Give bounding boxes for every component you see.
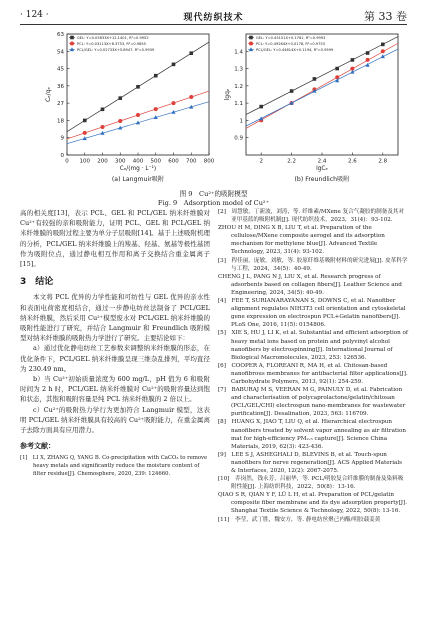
y-tick-label: 1.3	[234, 66, 243, 73]
reference-item: [1] LI X, ZHANG Q, YANG B. Co-precipitation with CaCO₃ to remove heavy metals and significantly reduce the moisture content of filter residue[J]. Chemosphere, 2020, 239: 124660.	[20, 455, 208, 478]
data-point-circle	[83, 131, 87, 135]
data-point-square	[381, 43, 385, 47]
header-rule	[20, 24, 407, 25]
data-point-circle	[366, 58, 370, 62]
paragraph-conclusion-a: a）通过优化静电纺丝工艺参数来调整纳米纤维膜的形态，在优化条件下，PCL/GEL 纳米纤维膜呈现三维杂乱排列，平均直径为 230.49 nm。	[20, 344, 210, 373]
x-tick-label: 0	[65, 158, 69, 165]
x-tick-label: 300	[115, 158, 126, 165]
x-axis-label: Cₑ/(mg · L⁻¹)	[119, 166, 157, 172]
y-tick-label: 45	[57, 66, 64, 73]
legend-label: GEL: Y=0.45151X+0.1761, R²=0.9993	[256, 36, 326, 40]
data-point-square	[351, 58, 355, 62]
reference-item: QIAO S R, QIAN Y F, LÜ L H, et al. Preparation of PCL/gelatin composite fiber membrane and its dye adsorption property[J]. Shanghai Textile Science & Technology, 2022, 50(8): 13-16.	[218, 492, 408, 515]
y-tick-label: 0.9	[234, 135, 243, 142]
y-axis-label: Cₑ/qₑ	[45, 86, 52, 103]
panel-caption: (a) Langmuir吸附	[111, 176, 165, 183]
reference-item: ZHOU H M, DING X B, LIU T, et al. Preparation of the cellulose/MXene composite aerogel and its adsorption mechanism for methylene blue[J]. Advanced Textile Technology, 2023, 31(4): 93-102.	[218, 225, 385, 256]
journal-title: 现代纺织技术	[183, 13, 244, 23]
reference-item: [6] COOPER A, FLOREANI R, MA H, et al. Chitosan-based nanofibrous membranes for antibacterial filter applications[J]. Carbohydrate Polymers, 2013, 92(1): 254-259.	[218, 362, 408, 385]
section-title-conclusion: 3 结论	[20, 277, 54, 288]
panel-caption: (b) Freundlich吸附	[294, 176, 350, 183]
paragraph-conclusion-b: b）当 Cu²⁺初始质量浓度为 600 mg/L，pH 值为 6 和吸附时间为 2 h 时，PCL/GEL 纳米纤维膜对 Cu²⁺的吸附容量达到饱和状态，其饱和吸附容量是纯 PCL 纳米纤维膜的 2 倍以上。	[20, 375, 210, 404]
data-point-circle	[172, 101, 176, 105]
x-tick-label: 200	[97, 158, 108, 165]
paragraph-adsorption-summary: 高的相关度[13]，表示 PCL、GEL 和 PCL/GEL 纳米纤维膜对 Cu²⁺有较强的亲和吸附能力，证明 PCL、GEL 和 PCL/GEL 纳米纤维膜的吸附过程主要为单分子层吸附[14]。基于上述吸附机理的分析，PCL/GEL 纳米纤维膜上的羧基、羟基、氨基等极性基团作为吸附位点，通过静电相互作用和离子交换结合重金属离子[15]。	[20, 209, 210, 269]
x-tick-label: 2.6	[348, 158, 357, 165]
y-tick-label: 9	[60, 135, 64, 142]
figure-caption-cn: 图 9 Cu²⁺的吸附模型	[179, 190, 248, 198]
y-tick-label: 0	[60, 153, 64, 159]
legend-label: PCL: Y=0.03113X+8.3753, R²=0.9855	[77, 42, 146, 46]
legend-label: GEL: Y=0.05833X+12.1401, R²=0.9952	[77, 36, 149, 40]
paragraph-conclusion-c: c）Cu²⁺的吸附热力学行为更加符合 Langmuir 模型，这表明 PCL/GEL 纳米纤维膜具有较高的 Cu²⁺吸附能力，在重金属离子去除方面具有应用潜力。	[20, 405, 210, 435]
reference-item: [8] HUANG X, JIAO T, LIU Q, et al. Hierarchical electrospun nanofibers treated by solvent vapor annealing as air filtration mat for high-efficiency PM₂.₅ capture[J]. Science China Materials, 2019, 62(3): 423-436.	[218, 419, 406, 450]
reference-item: CHENG J L, PANG N J, LIU X, et al. Research progress of adsorbents based on collagen fibers[J]. Leather Science and Engineering, 2024, 34(5): 40-49.	[218, 273, 402, 296]
page-header	[20, 8, 407, 24]
data-point-circle	[381, 49, 385, 53]
left-column	[20, 208, 210, 478]
data-point-square	[290, 89, 294, 93]
paragraph-conclusion-intro: 本文将 PCL 优异的力学性能和可纺性与 GEL 优异的亲水性和表面电荷密度相结合，通过一步静电纺丝法制备了 PCL/GEL 纳米纤维膜，然后采用 Cu²⁺模型废水对 PCL/GEL 纳米纤维膜的吸附性能进行了研究，并结合 Langmuir 和 Freundlich 吸附模型对纳米纤维膜的吸附热力学进行了研究。主要结论如下：	[20, 293, 210, 343]
legend-label: PCL: Y=0.49264X+0.0178, R²=0.9753	[256, 42, 325, 46]
data-point-circle	[118, 119, 122, 123]
data-point-square	[259, 105, 263, 109]
reference-item: [9] LEE S J, ASHEGHALI D, BLEVINS B, et al. Touch-spun nanofibers for nerve regeneration[J]. ACS Applied Materials & Interfaces, 2020, 12(2): 2067-2075.	[218, 451, 403, 474]
x-tick-label: 2.4	[317, 158, 327, 165]
fit-line	[246, 43, 398, 128]
data-point-circle	[189, 95, 193, 99]
x-axis-label: lgCₑ	[316, 166, 328, 172]
reference-item: [7] BABURAJ M S, VEERAN M G, PAINULY D, et al. Fabrication and characterisation of polycaprolactone/gelatin/chitosan (PCL/GEL/CHI) electrospun nano-membranes for wastewater purification[J]. Desalination, 2023, 563: 116709.	[218, 387, 406, 418]
data-point-square	[118, 96, 122, 100]
data-point-triangle	[249, 47, 253, 51]
reference-item: [11] 李莹，武丁胜，魏安方，等. 静电纺丝聚己内酯/明胶载姜黄	[218, 516, 381, 523]
x-tick-label: 2	[259, 158, 263, 165]
y-tick-label: 1.2	[234, 83, 243, 90]
reference-item: [3] 程佳丽，庞敏，刘敏，等. 胶原纤维基吸附材料的研究进展[J]. 皮革科学与工程，2024，34(5)：40-49.	[218, 257, 408, 272]
y-tick-label: 1.4	[234, 49, 243, 56]
data-point-circle	[101, 125, 105, 129]
y-tick-label: 54	[57, 49, 64, 56]
y-tick-label: 27	[57, 101, 64, 108]
volume-label: 第 33 卷	[364, 10, 407, 23]
x-tick-label: 2.2	[287, 158, 296, 165]
data-point-square	[154, 74, 158, 78]
x-tick-label: 700	[186, 158, 197, 165]
fit-line	[246, 49, 398, 126]
data-point-circle	[136, 113, 140, 117]
data-point-square	[313, 77, 317, 81]
x-tick-label: 400	[132, 158, 144, 165]
references-title: 参考文献：	[20, 442, 55, 451]
langmuir-chart	[45, 30, 213, 182]
data-point-triangle	[259, 117, 263, 121]
x-tick-label: 600	[168, 158, 179, 165]
data-point-square	[189, 51, 193, 55]
figure-caption-en: Fig. 9 Adsorption model of Cu²⁺	[157, 199, 270, 207]
x-tick-label: 100	[79, 158, 90, 165]
plot-frame	[246, 34, 398, 155]
data-point-square	[83, 119, 87, 123]
data-point-square	[172, 63, 176, 67]
x-tick-label: 800	[203, 158, 215, 165]
reference-item: [4] FEE T, SURIANARAYANAN S, DOWNS C, et al. Nanofiber alignment regulates NIH3T3 cell orientation and cytoskeletal gene expression on electrospun PCL+Gelatin nanofibers[J]. PLoS One, 2016, 11(5): 0154806.	[218, 298, 406, 329]
data-point-triangle	[70, 47, 74, 51]
x-tick-label: 500	[150, 158, 161, 165]
data-point-square	[335, 67, 339, 71]
plot-frame	[67, 34, 209, 155]
data-point-square	[136, 85, 140, 89]
y-tick-label: 1	[239, 118, 243, 125]
data-point-square	[366, 51, 370, 55]
right-column	[218, 208, 408, 524]
page-number: · 124 ·	[20, 10, 49, 20]
y-tick-label: 18	[57, 118, 64, 125]
legend-label: PCL/GEL: Y=0.02733X+5.8947, R²=0.9939	[77, 48, 155, 52]
data-point-circle	[154, 107, 158, 111]
y-tick-label: 1.1	[234, 101, 243, 108]
y-tick-label: 63	[57, 32, 64, 38]
reference-item: [5] XIE S, HU J, LI K, et al. Substantial and efficient adsorption of heavy metal ions based on protein and polyvinyl alcohol nanofibers by electrospinning[J]. International Journal of Biological Macromolecules, 2023, 253: 126536.	[218, 330, 408, 361]
x-tick-label: 2.8	[378, 158, 388, 165]
legend-label: PCL/GEL: Y=0.44614X+0.1194, R²=0.9599	[256, 48, 334, 52]
y-tick-label: 36	[57, 83, 64, 90]
freundlich-chart	[222, 30, 402, 182]
reference-item: [10] 乔岗然，钱永芳，吕丽华，等. PCL/明胶复合纤维膜的制备及染料吸附性能[J]. 上海纺织科技，2022，50(8)：13-16.	[218, 476, 404, 491]
reference-item: [2] 周慧敏，丁新波，刘涛，等. 纤维素/MXene 复合气凝胶的制备及其对亚甲基蓝的吸附机制[J]. 现代纺织技术，2023，31(4)：93-102.	[218, 209, 405, 224]
y-axis-label: lgqₑ	[224, 88, 231, 101]
data-point-square	[101, 107, 105, 111]
